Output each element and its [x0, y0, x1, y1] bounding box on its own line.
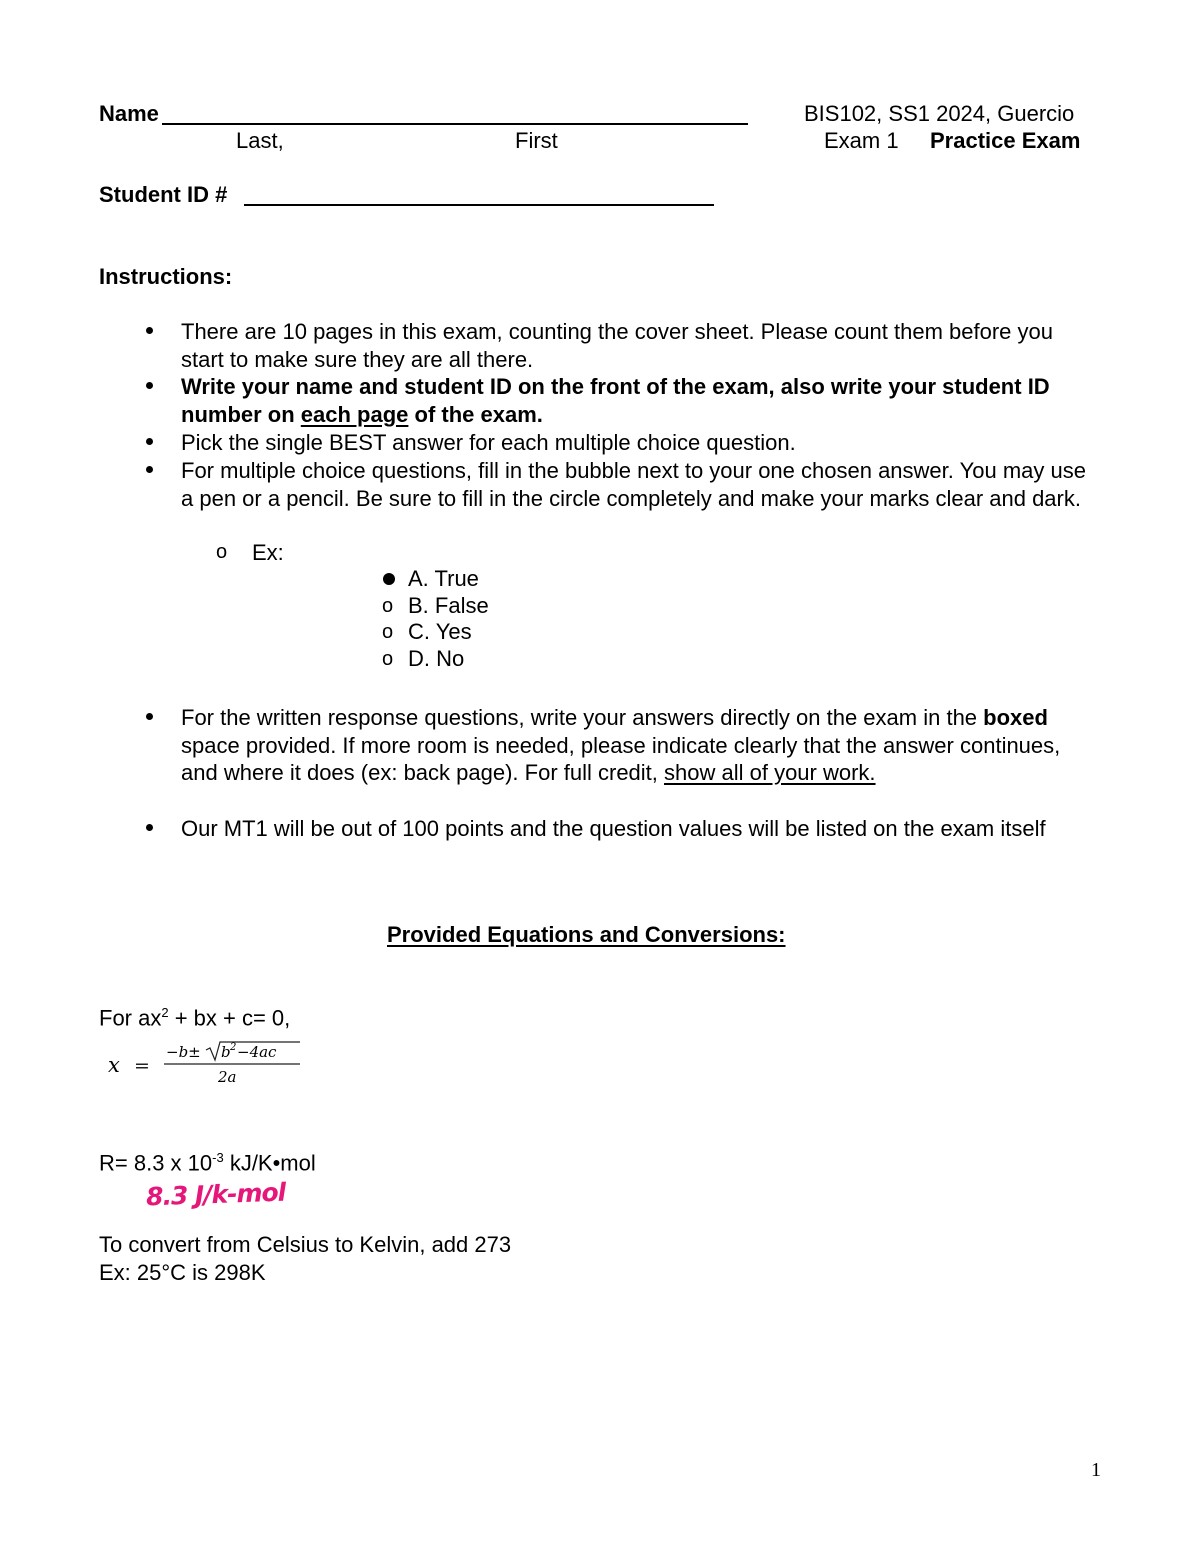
instruction-written-response: For the written response questions, write your answers directly on the exam in the boxed space provided. If more room is needed, please indicate clearly that the answer continues, and where it does (ex: back page). For full credit, show all of your work. [181, 705, 1061, 785]
empty-bubble-icon: o [382, 647, 394, 670]
first-name-label: First [515, 128, 558, 153]
example-option-c[interactable]: o C. Yes [382, 619, 472, 645]
sub-bullet-icon: o [216, 541, 228, 563]
bullet-icon [146, 327, 153, 334]
example-option-b[interactable]: o B. False [382, 592, 489, 618]
example-label: Ex: [252, 540, 284, 565]
handwritten-annotation: 8.3 J/k-mol [145, 1177, 286, 1212]
gas-constant: R= 8.3 x $10^{-3}$ kJ/K•mol [99, 1150, 316, 1176]
exam-label: Exam 1 [824, 128, 899, 153]
student-id-label: Student ID # [99, 182, 228, 207]
empty-bubble-icon: o [382, 594, 394, 617]
svg-text:−b±: −b± [166, 1043, 201, 1061]
svg-text:b: b [221, 1043, 231, 1061]
instructions-title: Instructions: [99, 264, 233, 289]
bullet-icon [146, 382, 153, 389]
bullet-icon [146, 824, 153, 831]
bullet-icon [146, 438, 153, 445]
svg-text:=: = [134, 1055, 150, 1077]
bullet-icon [146, 713, 153, 720]
example-options [382, 566, 489, 672]
equations-title: Provided Equations and Conversions: [387, 922, 786, 947]
instruction-points: Our MT1 will be out of 100 points and the question values will be listed on the exam itself [181, 816, 1046, 841]
instruction-page-count: There are 10 pages in this exam, counting the cover sheet. Please count them before you start to make sure they are all there. [181, 319, 1053, 372]
instruction-fill-bubble: For multiple choice questions, fill in the bubble next to your one chosen answer. You may use a pen or a pencil. Be sure to fill in the circle completely and make your marks clear and dark. [181, 458, 1086, 511]
page-number: 1 [1091, 1459, 1101, 1481]
celsius-conversion: To convert from Celsius to Kelvin, add 273 [99, 1232, 512, 1257]
svg-text:2a: 2a [218, 1068, 237, 1086]
instruction-write-name: Write your name and student ID on the front of the exam, also write your student ID number on each page of the exam. [181, 374, 1050, 427]
example-option-a[interactable]: A. True [382, 566, 489, 593]
quadratic-formula [104, 1038, 304, 1088]
empty-bubble-icon: o [382, 621, 394, 644]
celsius-example: Ex: 25°C is 298K [99, 1260, 266, 1285]
name-underline[interactable] [162, 123, 748, 125]
example-option-d[interactable]: o D. No [382, 645, 465, 671]
student-id-underline[interactable] [244, 204, 714, 206]
bullet-icon [146, 466, 153, 473]
instruction-best-answer: Pick the single BEST answer for each multiple choice question. [181, 430, 796, 455]
filled-bubble-icon [383, 573, 395, 585]
svg-text:2: 2 [230, 1042, 237, 1053]
exam-type: Practice Exam [930, 128, 1081, 153]
svg-text:−4ac: −4ac [237, 1043, 277, 1061]
svg-text:x: x [108, 1053, 120, 1077]
course-info: BIS102, SS1 2024, Guercio [804, 101, 1075, 126]
quadratic-intro: For $ax^2$ + bx + c= 0, [99, 1005, 291, 1031]
name-label: Name [99, 101, 159, 126]
last-name-label: Last, [236, 128, 284, 153]
